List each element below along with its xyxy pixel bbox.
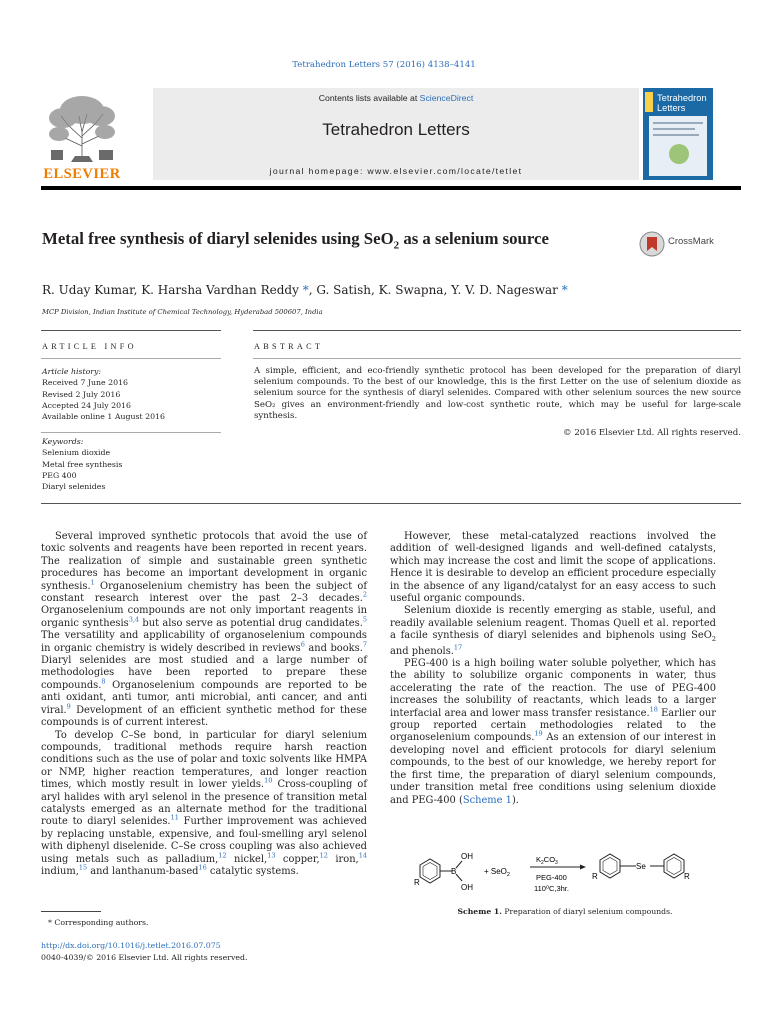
text-run: indium, bbox=[41, 865, 79, 877]
scheme-conditions: 110⁰C,3hr. bbox=[534, 884, 569, 893]
body-column-right bbox=[390, 531, 716, 807]
scheme-caption bbox=[390, 907, 740, 916]
citation-ref[interactable]: 19 bbox=[534, 730, 543, 739]
journal-citation[interactable] bbox=[0, 60, 768, 70]
paragraph bbox=[390, 658, 716, 807]
citation-ref[interactable]: 13 bbox=[267, 851, 276, 860]
divider bbox=[41, 503, 741, 504]
text-run: catalytic systems. bbox=[206, 865, 299, 877]
citation-ref[interactable]: 6 bbox=[300, 640, 305, 649]
scheme-1-link[interactable]: Scheme 1 bbox=[462, 794, 512, 806]
scheme-oh-top: OH bbox=[461, 852, 473, 861]
text-run: Organoselenium chemistry has been the subject of constant research interest over the past 2–3 decades. bbox=[41, 580, 367, 605]
doi-container[interactable] bbox=[41, 941, 221, 950]
citation-ref[interactable]: 12 bbox=[319, 851, 328, 860]
keyword-item: PEG 400 bbox=[42, 470, 77, 480]
text-run: nickel, bbox=[226, 853, 268, 865]
keyword-item: Metal free synthesis bbox=[42, 459, 123, 469]
citation-ref[interactable]: 8 bbox=[101, 677, 106, 686]
scheme-product-r: R bbox=[592, 872, 598, 881]
divider bbox=[253, 358, 741, 359]
journal-banner bbox=[153, 88, 639, 180]
corresponding-author-star[interactable]: * bbox=[561, 283, 568, 297]
abstract-text: A simple, efficient, and eco-friendly synthetic protocol has been developed for the preparation of diaryl selenium compounds. To the best of our knowledge, this is the first Letter on the use of selenium dioxide as selenium source for the synthesis of diaryl selenides. Compared with other selenium sources the new source SeO₂ gives an environment-friendly and low-cost synthetic route, which may be useful for large-scale synthesis. bbox=[254, 366, 741, 421]
publisher-name: ELSEVIER bbox=[43, 166, 121, 182]
scheme-r-left: R bbox=[414, 878, 420, 887]
body-column-left bbox=[41, 531, 367, 878]
history-item: Accepted 24 July 2016 bbox=[42, 400, 131, 410]
text-run: and phenols. bbox=[390, 645, 454, 657]
keywords bbox=[42, 436, 222, 492]
crossmark-icon bbox=[639, 231, 665, 257]
text-run: iron, bbox=[327, 853, 359, 865]
citation-ref[interactable]: 18 bbox=[649, 705, 658, 714]
text-run: To develop C–Se bond, in particular for diaryl selenium compounds, traditional methods require harsh reaction conditions such as the use of polar and toxic solvents like HMPA or NMP, higher reaction temperatures, and longer reaction times, which mostly result in lower yields. bbox=[41, 729, 367, 791]
text-run: Cross-coupling of aryl halides with aryl selenol in the presence of transition metal catalysts emerged as an alternate method for the traditional route to diaryl selenides. bbox=[41, 779, 367, 828]
scheme-product-se: Se bbox=[636, 862, 646, 871]
title-part-1: Metal free synthesis of diaryl selenides using SeO bbox=[42, 229, 394, 248]
text-run: PEG-400 is a high boiling water soluble polyether, which has the ability to solubilize organic components in water, thus accelerating the rate of the reaction. The use of PEG-400 increases the solubility of reactants, which leads to a larger interfacial area and lower mass transfer resistance. bbox=[390, 658, 716, 719]
corresponding-author-star[interactable]: * bbox=[302, 283, 309, 297]
journal-header bbox=[41, 88, 741, 187]
text-run: but also serve as potential drug candidates. bbox=[139, 617, 363, 629]
article-title bbox=[42, 228, 602, 256]
citation-ref[interactable]: 1 bbox=[90, 578, 95, 587]
history-item: Received 7 June 2016 bbox=[42, 378, 128, 388]
authors-part-1: R. Uday Kumar, K. Harsha Vardhan Reddy bbox=[42, 283, 303, 297]
citation-ref[interactable]: 15 bbox=[78, 863, 88, 872]
citation-ref[interactable]: 2 bbox=[362, 590, 367, 599]
cover-title-line-1: Tetrahedron bbox=[657, 93, 707, 103]
article-info-heading: ARTICLE INFO bbox=[42, 342, 137, 351]
title-part-2: as a selenium source bbox=[399, 229, 549, 248]
text-run: Selenium dioxide is recently emerging as stable, useful, and readily available selenium reagent. Thomas Quell et al. reported a facile synthesis of diaryl selenides and biphenols using SeO bbox=[390, 605, 716, 642]
citation-ref[interactable]: 3,4 bbox=[128, 615, 140, 624]
doi-link[interactable]: http://dx.doi.org/10.1016/j.tetlet.2016.07.075 bbox=[41, 941, 221, 950]
affiliation: MCP Division, Indian Institute of Chemical Technology, Hyderabad 500607, India bbox=[42, 308, 323, 316]
citation-ref[interactable]: 9 bbox=[66, 702, 71, 711]
text-run: The versatility and applicability of organoselenium compounds in organic chemistry is widely described in reviews bbox=[41, 630, 367, 654]
journal-cover-image bbox=[643, 88, 713, 180]
keyword-item: Diaryl selenides bbox=[42, 482, 106, 492]
divider bbox=[41, 358, 221, 359]
divider bbox=[41, 330, 221, 331]
scheme-boron: B bbox=[451, 867, 457, 876]
scheme-1-reaction-diagram bbox=[410, 848, 740, 898]
sciencedirect-link[interactable]: ScienceDirect bbox=[419, 93, 474, 103]
caption-text: Preparation of diaryl selenium compounds. bbox=[501, 907, 673, 916]
article-history bbox=[42, 366, 222, 422]
issn-copyright: 0040-4039/© 2016 Elsevier Ltd. All rights reserved. bbox=[41, 953, 248, 962]
journal-homepage-link[interactable]: journal homepage: www.elsevier.com/locate/tetlet bbox=[269, 166, 523, 176]
citation-ref[interactable]: 16 bbox=[198, 863, 207, 872]
text-run: Earlier our group reported certain methodologies related to the organoselenium compounds. bbox=[390, 707, 716, 744]
citation-ref[interactable]: 10 bbox=[264, 776, 273, 785]
citation-ref[interactable]: 12 bbox=[218, 851, 227, 860]
divider bbox=[41, 432, 221, 433]
paragraph bbox=[41, 730, 367, 879]
text-run: Diaryl selenides are most studied and a large number of methodologies have been reported to prepare these compounds. bbox=[41, 655, 367, 691]
scheme-reagent-peg: PEG-400 bbox=[536, 873, 567, 882]
citation-ref[interactable]: 11 bbox=[170, 814, 179, 823]
citation-ref[interactable]: 5 bbox=[362, 615, 367, 624]
citation-ref[interactable]: 7 bbox=[362, 640, 368, 649]
scheme-product-r2: R bbox=[684, 872, 690, 881]
history-item: Available online 1 August 2016 bbox=[42, 412, 165, 422]
text-run: copper, bbox=[275, 853, 320, 865]
citation-link[interactable]: Tetrahedron Letters 57 (2016) 4138–4141 bbox=[292, 60, 476, 70]
authors-part-2: , G. Satish, K. Swapna, Y. V. D. Nageswar bbox=[308, 283, 562, 297]
author-list bbox=[42, 283, 732, 297]
footnote: * Corresponding authors. bbox=[48, 918, 149, 927]
subscript: 2 bbox=[711, 635, 716, 644]
footnote-rule bbox=[41, 911, 101, 912]
paragraph bbox=[41, 531, 367, 730]
text-run: Several improved synthetic protocols that avoid the use of toxic solvents and reagents have been reported in recent years. The realization of simple and sustainable green synthetic procedures has become an important development in organic synthesis. bbox=[41, 531, 367, 592]
text-run: and books. bbox=[304, 642, 363, 654]
text-run: ). bbox=[511, 794, 519, 806]
crossmark-label: CrossMark bbox=[668, 236, 714, 247]
paragraph bbox=[390, 605, 716, 658]
title-subscript: 2 bbox=[393, 239, 400, 252]
history-item: Revised 2 July 2016 bbox=[42, 389, 121, 399]
crossmark-badge[interactable] bbox=[639, 231, 719, 255]
abstract-copyright: © 2016 Elsevier Ltd. All rights reserved. bbox=[563, 428, 741, 438]
cover-title-line-2: Letters bbox=[657, 103, 686, 113]
paragraph: However, these metal-catalyzed reactions involved the addition of well-designed ligands and well-defined catalysts, which may increase the cost and limit the scope of applications. Hence it is desirable to develop an efficient procedure especially in the absence of any ligand/catalyst for an easy access to such useful organic compounds. bbox=[390, 531, 716, 605]
history-label: Article history: bbox=[42, 367, 102, 376]
text-run: and lanthanum-based bbox=[87, 865, 199, 877]
journal-title: Tetrahedron Letters bbox=[322, 120, 470, 139]
citation-ref[interactable]: 14 bbox=[358, 851, 367, 860]
contents-prefix: Contents lists available at bbox=[318, 93, 420, 103]
text-run: Further improvement was achieved by replacing unstable, expensive, and foul-smelling aryl selenol with diphenyl diselenide. C–Se cross coupling was also achieved using metals such as palladium, bbox=[41, 816, 367, 865]
reaction-arrowhead-icon bbox=[580, 865, 586, 870]
citation-ref[interactable]: 17 bbox=[453, 643, 463, 652]
keyword-item: Selenium dioxide bbox=[42, 448, 111, 458]
keywords-label: Keywords: bbox=[42, 437, 84, 446]
scheme-oh-bottom: OH bbox=[461, 883, 473, 892]
contents-line bbox=[153, 93, 639, 103]
header-rule bbox=[41, 186, 741, 190]
scheme-seo2: + SeO$_2$ bbox=[484, 867, 510, 878]
scheme-reagent-k2co3: $K_2CO_3$ bbox=[536, 855, 558, 866]
text-run: As an extension of our interest in developing novel and efficient protocols for diaryl selenium compounds, to the best of our knowledge, we hereby report for the first time, the preparation of diaryl selenium compounds, under transition metal free conditions using selenium dioxide and PEG-400 ( bbox=[390, 732, 716, 806]
caption-label: Scheme 1. bbox=[457, 907, 502, 916]
abstract-heading: ABSTRACT bbox=[254, 342, 324, 351]
text-run: Organoselenium compounds are not only important reagents in organic synthesis bbox=[41, 605, 367, 629]
divider bbox=[253, 330, 741, 331]
cover-title bbox=[657, 93, 707, 113]
text-run: Organoselenium compounds are reported to be anti oxidant, anti tumor, anti microbial, anti cancer, and anti viral. bbox=[41, 679, 367, 716]
text-run: Development of an efficient synthetic method for these compounds is of current interest. bbox=[41, 704, 367, 729]
